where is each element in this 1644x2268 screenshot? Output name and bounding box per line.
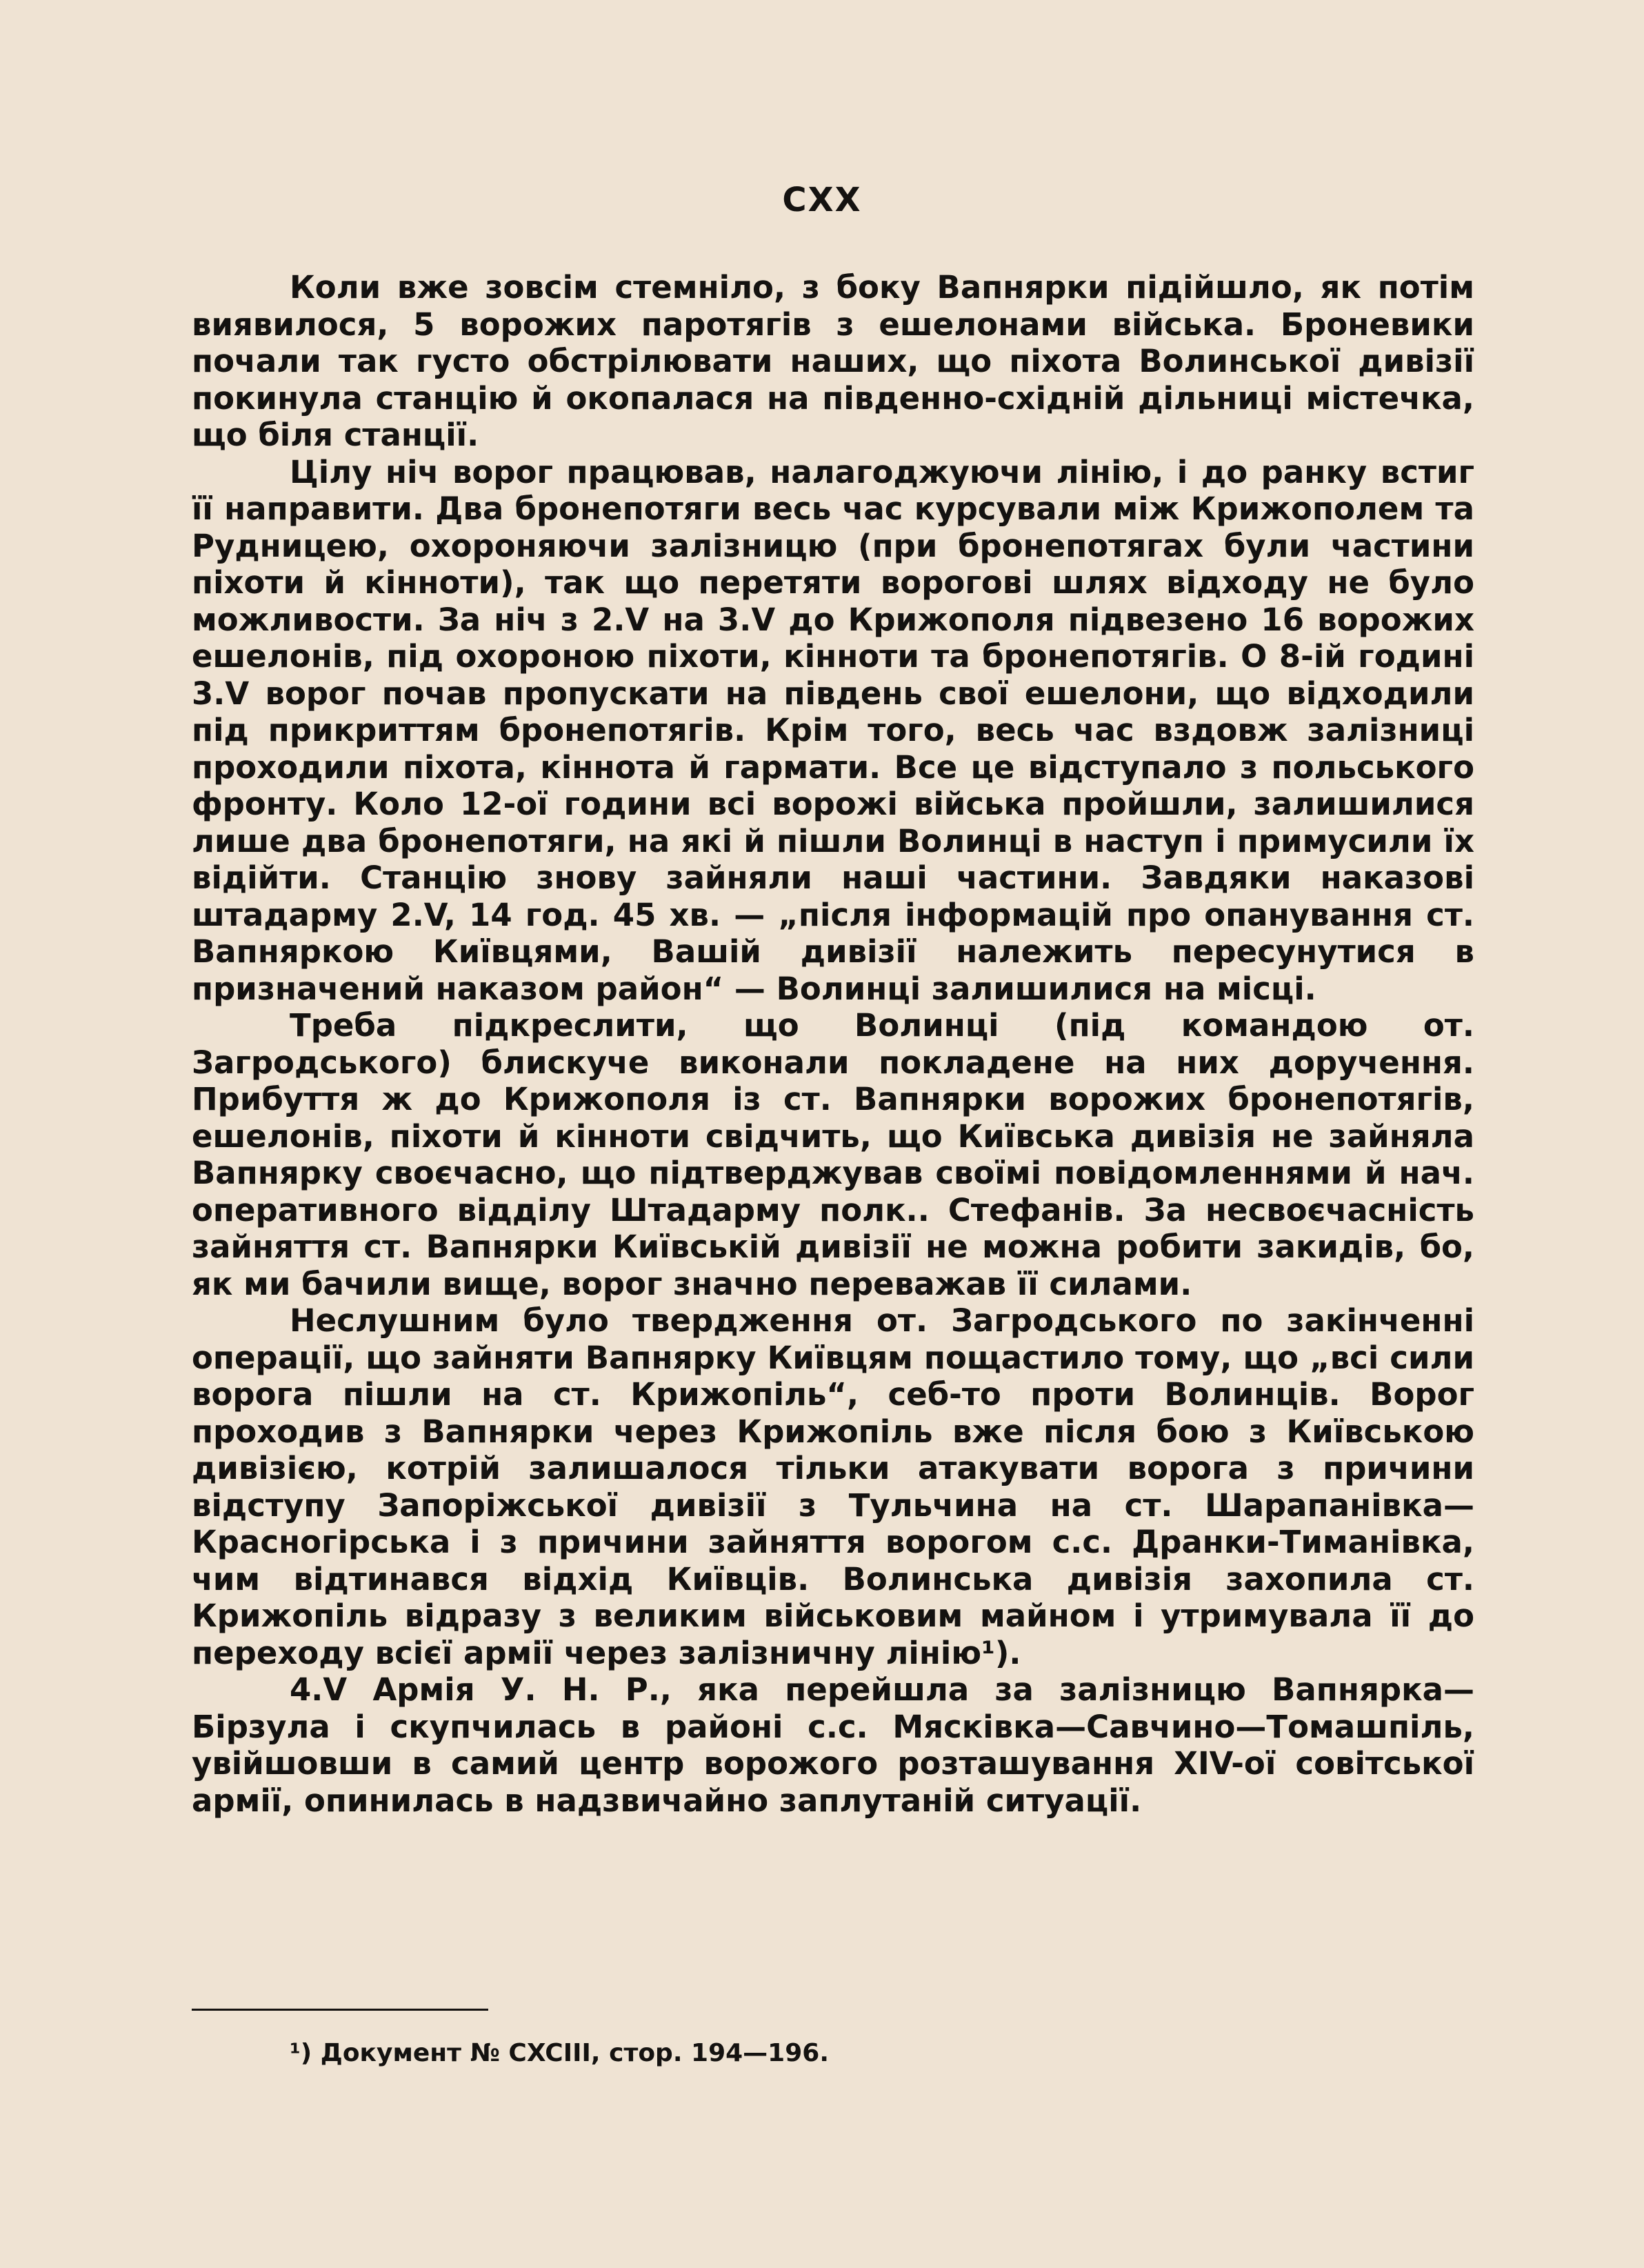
- footnote-divider: [192, 2009, 488, 2011]
- paragraph: Коли вже зовсім стемніло, з боку Вапнярки підійшло, як потім виявилося, 5 ворожих паротягів з ешелонами війська. Броневики почали так густо обстрілювати наших, що піхота Волинської дивізії покинула станцію й окопалася на південно-східній дільниці містечка, що біля станції.: [192, 269, 1474, 453]
- footnote: ¹) Документ № CXCIII, стор. 194—196.: [290, 2039, 829, 2067]
- body-text: [192, 269, 1474, 1819]
- paragraph: Цілу ніч ворог працював, налагоджуючи лінію, і до ранку встиг її направити. Два бронепотяги весь час курсували між Крижополем та Рудницею, охороняючи залізницю (при бронепотягах були частини піхоти й кінноти), так що перетяти ворогові шлях відходу не було можливости. За ніч з 2.V на 3.V до Крижополя підвезено 16 ворожих ешелонів, під охороною піхоти, кінноти та бронепотягів. О 8-ій годині 3.V ворог почав пропускати на південь свої ешелони, що відходили під прикриттям бронепотягів. Крім того, весь час вздовж залізниці проходили піхота, кіннота й гармати. Все це відступало з польського фронту. Коло 12-ої години всі ворожі війська пройшли, залишилися лише два бронепотяги, на які й пішли Волинці в наступ і примусили їх відійти. Станцію знову зайняли наші частини. Завдяки наказові штадарму 2.V, 14 год. 45 хв. — „після інформацій про опанування ст. Вапняркою Київцями, Вашій дивізії належить пересунутися в призначений наказом район“ — Волинці залишилися на місці.: [192, 453, 1474, 1007]
- page-number: CXX: [782, 181, 862, 219]
- paragraph: Неслушним було твердження от. Загродського по закінченні операції, що зайняти Вапнярку Київцям пощастило тому, що „всі сили ворога пішли на ст. Крижопіль“, себ-то проти Волинців. Ворог проходив з Вапнярки через Крижопіль вже після бою з Київською дивізією, котрій залишалося тільки атакувати ворога з причини відступу Запоріжської дивізії з Тульчина на ст. Шарапанівка—Красногірська і з причини зайняття ворогом с.с. Дранки-Тиманівка, чим відтинався відхід Київців. Волинська дивізія захопила ст. Крижопіль відразу з великим військовим майном і утримувала її до переходу всієї армії через залізничну лінію¹).: [192, 1302, 1474, 1671]
- paragraph: 4.V Армія У. Н. Р., яка перейшла за залізницю Вапнярка—Бірзула і скупчилась в районі с.с. Мясківка—Савчино—Томашпіль, увійшовши в самий центр ворожого розташування XIV-ої совітської армії, опинилась в надзвичайно заплутаній ситуації.: [192, 1671, 1474, 1819]
- paragraph: Треба підкреслити, що Волинці (під командою от. Загродського) блискуче виконали покладене на них доручення. Прибуття ж до Крижополя із ст. Вапнярки ворожих бронепотягів, ешелонів, піхоти й кінноти свідчить, що Київська дивізія не зайняла Вапнярку своєчасно, що підтверджував своїмі повідомленнями й нач. оперативного відділу Штадарму полк.. Стефанів. За несвоєчасність зайняття ст. Вапнярки Київській дивізії не можна робити закидів, бо, як ми бачили вище, ворог значно переважав її силами.: [192, 1007, 1474, 1302]
